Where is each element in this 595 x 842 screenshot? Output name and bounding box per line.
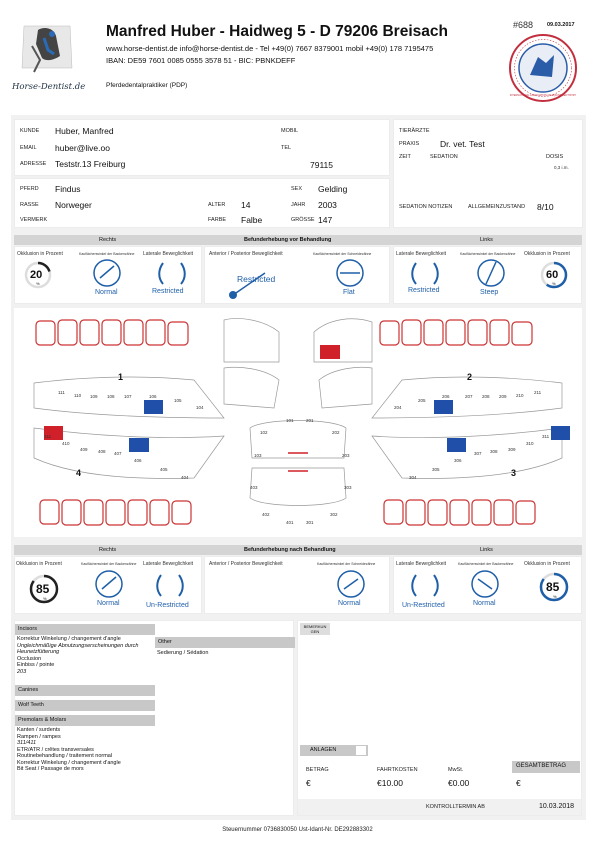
quadrant-1-label: 1 — [118, 372, 124, 382]
tooth-406[interactable]: 406 — [134, 458, 142, 463]
tooth-107[interactable]: 107 — [124, 394, 132, 399]
order-number: #688 — [513, 20, 534, 30]
alter-value[interactable]: 14 — [241, 200, 251, 210]
tooth-106[interactable]: 106 — [149, 394, 157, 399]
kontroll-value[interactable]: 10.03.2018 — [539, 803, 575, 810]
after-section-bar — [14, 545, 582, 555]
dental-diagram-svg — [14, 308, 582, 537]
gesamt-header — [512, 761, 580, 773]
bemerkungen-label: BEMERKUN GEN — [300, 623, 330, 635]
before-right-lat-icon — [157, 258, 187, 288]
page-title: Manfred Huber - Haidweg 5 - D 79206 Breisach — [106, 23, 448, 40]
tooth-305[interactable]: 305 — [432, 467, 440, 472]
tooth-310[interactable]: 310 — [526, 441, 534, 446]
rasse-value[interactable]: Norweger — [55, 200, 92, 210]
tel-label: TEL — [281, 145, 292, 151]
before-center-kau-value: Flat — [343, 289, 355, 296]
before-right-panel — [14, 246, 202, 304]
before-right-kau-icon — [92, 258, 122, 288]
before-left-pct: % — [552, 281, 556, 286]
jahr-label: JAHR — [291, 202, 306, 208]
sex-value[interactable]: Gelding — [318, 184, 348, 194]
tooth-102[interactable]: 102 — [260, 430, 268, 435]
horse-box — [14, 178, 390, 228]
kontroll-row — [298, 799, 581, 815]
tooth-208[interactable]: 208 — [482, 394, 490, 399]
before-right-label: Rechts — [99, 237, 117, 243]
after-left-occl-label: Okklusion in Prozent — [524, 561, 570, 567]
subtitle: Pferdedentalpraktiker (PDP) — [106, 82, 188, 89]
after-lat-label: Laterale Beweglichkeit — [143, 561, 194, 567]
incisors-header: Incisors — [15, 624, 155, 635]
quadrant-4-label: 4 — [76, 468, 82, 478]
dosis-label: DOSIS — [546, 154, 564, 160]
groesse-value[interactable]: 147 — [318, 215, 333, 225]
tooth-307[interactable]: 307 — [474, 451, 482, 456]
after-center-kau-value: Normal — [338, 600, 361, 607]
sedation-notes-label: SEDATION NOTIZEN — [399, 204, 453, 210]
sedation-label: SEDATION — [430, 154, 458, 160]
tooth-211[interactable]: 211 — [534, 390, 542, 395]
before-left-kau-label: Kauflächenwinkel der Backenzähne — [460, 252, 516, 256]
wolf-teeth-header: Wolf Teeth — [15, 700, 155, 711]
after-occl-label: Okklusion in Prozent — [16, 561, 62, 567]
after-right-label: Rechts — [99, 547, 117, 553]
after-right-pct: % — [43, 596, 47, 601]
before-left-lat-value: Restricted — [408, 287, 440, 294]
allgemein-value[interactable]: 8/10 — [537, 202, 554, 212]
tooth-411[interactable]: 411 — [44, 434, 52, 439]
rasse-label: RASSE — [20, 202, 39, 208]
after-left-kau-label: Kauflächenwinkel der Backenzähne — [458, 562, 514, 566]
tooth-201[interactable]: 201 — [306, 418, 314, 423]
dental-chart — [14, 308, 582, 537]
tooth-101[interactable]: 101 — [286, 418, 294, 423]
after-ap-label: Anterior / Posterior Beweglichkeit — [209, 561, 283, 567]
before-left-lat-label: Laterale Beweglichkeit — [396, 251, 447, 257]
before-lat-label: Laterale Beweglichkeit — [143, 251, 194, 257]
tooth-204[interactable]: 204 — [394, 405, 402, 410]
before-right-pct: % — [36, 281, 40, 286]
tooth-410[interactable]: 410 — [62, 441, 70, 446]
after-kau-label: Kauflächenwinkel der Backenzähne — [81, 562, 137, 566]
tooth-108[interactable]: 108 — [107, 394, 115, 399]
after-left-lat-icon — [410, 569, 440, 601]
tooth-306[interactable]: 306 — [454, 458, 462, 463]
incisors-list — [17, 636, 157, 675]
before-ap-label: Anterior / Posterior Beweglichkeit — [209, 251, 283, 257]
email-value[interactable]: huber@live.oo — [55, 143, 110, 153]
tooth-209[interactable]: 209 — [499, 394, 507, 399]
premolars-note: 311/411 — [17, 740, 37, 746]
zeit-label: ZEIT — [399, 154, 411, 160]
betrag-value[interactable]: € — [306, 778, 311, 788]
before-right-kau-value: Normal — [95, 289, 118, 296]
tooth-105[interactable]: 105 — [174, 398, 182, 403]
before-left-kau-value: Steep — [480, 289, 499, 296]
incisors-note: 203 — [17, 668, 27, 675]
tooth-104[interactable]: 104 — [196, 405, 204, 410]
before-center-kau-icon — [334, 258, 366, 288]
after-center-panel — [204, 556, 390, 614]
mwst-label: MwSt. — [448, 767, 464, 773]
incisors-note: Ungleichmäßige Abnutzungserscheinungen durch Heunetzfütterung — [17, 642, 139, 655]
after-left-lat-value: Un-Restricted — [402, 602, 445, 609]
fahrtkosten-value[interactable]: €10.00 — [377, 778, 403, 788]
tooth-403[interactable]: 403 — [250, 485, 258, 490]
before-ap-value: Restricted — [237, 274, 276, 284]
other-header: Other — [155, 637, 295, 648]
farbe-value[interactable]: Falbe — [241, 215, 263, 225]
dosis-unit: 0,3 i.m. — [554, 165, 569, 170]
kunde-value[interactable]: Huber, Manfred — [55, 126, 114, 136]
tooth-110[interactable]: 110 — [74, 393, 82, 398]
before-kau-label: Kauflächenwinkel der Backenzähne — [79, 252, 135, 256]
tooth-409[interactable]: 409 — [80, 447, 88, 452]
tooth-109[interactable]: 109 — [90, 394, 98, 399]
after-left-label: Links — [480, 547, 493, 553]
tooth-111[interactable]: 111 — [58, 390, 65, 395]
tooth-308[interactable]: 308 — [490, 449, 498, 454]
jahr-value[interactable]: 2003 — [318, 200, 337, 210]
before-occl-label: Okklusion in Prozent — [17, 251, 63, 257]
adresse-label: ADRESSE — [20, 161, 47, 167]
before-section-bar — [14, 235, 582, 245]
premolars-item: Korrektur Winkelung / changement d'angle — [17, 759, 121, 766]
premolars-item: ETR/ATR / crêtes transversales — [17, 746, 94, 753]
after-left-occl-value: 85 — [546, 580, 560, 594]
before-left-panel — [393, 246, 582, 304]
tooth-304[interactable]: 304 — [409, 475, 417, 480]
canines-header: Canines — [15, 685, 155, 696]
tooth-407[interactable]: 407 — [114, 451, 122, 456]
sex-label: SEX — [291, 186, 303, 192]
after-center-kau-icon — [336, 569, 366, 599]
after-right-occl-value: 85 — [36, 582, 50, 596]
pferd-value[interactable]: Findus — [55, 184, 81, 194]
plz-value[interactable]: 79115 — [310, 160, 334, 170]
tooth-206[interactable]: 206 — [442, 394, 450, 399]
farbe-label: FARBE — [208, 217, 227, 223]
betrag-label: BETRAG — [306, 767, 329, 773]
tooth-401[interactable]: 401 — [286, 520, 294, 525]
kontroll-label: KONTROLLTERMIN AB — [426, 804, 485, 810]
other-item: Sedierung / Sédation — [157, 650, 209, 656]
contact-line: www.horse-dentist.de info@horse-dentist.de - Tel +49(0) 7667 8379001 mobil +49(0) 178 7195475 — [106, 44, 434, 53]
before-left-lat-icon — [410, 258, 440, 288]
seal-text: INTERNATIONAL ASSOCIATION OF EQUINE DENTISTRY — [509, 94, 577, 97]
premolars-header: Premolars & Molars — [15, 715, 155, 726]
premolars-list — [17, 727, 157, 773]
tooth-404[interactable]: 404 — [181, 475, 189, 480]
gesamt-value[interactable]: € — [516, 778, 521, 788]
quadrant-2-label: 2 — [467, 372, 473, 382]
premolars-item: Rampen / rampes — [17, 733, 61, 740]
bemerkungen-field[interactable] — [334, 623, 578, 739]
tooth-203[interactable]: 203 — [342, 453, 350, 458]
premolars-item: Routinebehandlung / traitement normal — [17, 753, 113, 759]
praxis-value[interactable]: Dr. vet. Test — [440, 139, 485, 149]
tooth-103[interactable]: 103 — [254, 453, 262, 458]
after-left-panel — [393, 556, 582, 614]
after-left-kau-value: Normal — [473, 600, 496, 607]
premolars-item: Kanten / surdents — [17, 727, 61, 733]
praxis-label: PRAXIS — [399, 141, 420, 147]
incisors-item: Korrektur Winkelung / changement d'angle — [17, 636, 121, 642]
before-left-occl-label: Okklusion in Prozent — [524, 251, 570, 257]
after-left-lat-label: Laterale Beweglichkeit — [396, 561, 447, 567]
tooth-405[interactable]: 405 — [160, 467, 168, 472]
vermerk-label: VERMERK — [20, 217, 48, 223]
tooth-207[interactable]: 207 — [465, 394, 473, 399]
before-right-lat-value: Restricted — [152, 288, 184, 295]
before-left-kau-icon — [476, 258, 506, 288]
other-list — [157, 650, 208, 656]
after-right-lat-icon — [155, 569, 185, 601]
tierarzte-label: TIERÄRZTE — [399, 128, 430, 134]
tooth-311[interactable]: 311 — [542, 434, 550, 439]
adresse-value[interactable]: Teststr.13 Freiburg — [55, 159, 126, 169]
iban-line: IBAN: DE59 7601 0085 0555 3578 51 - BIC: PBNKDEFF — [106, 56, 296, 65]
tooth-402[interactable]: 402 — [262, 512, 270, 517]
tooth-301[interactable]: 301 — [306, 520, 314, 525]
email-label: EMAIL — [20, 145, 37, 151]
tooth-309[interactable]: 309 — [508, 447, 516, 452]
pferd-label: PFERD — [20, 186, 39, 192]
anlagen-checkbox[interactable] — [356, 746, 366, 755]
treatment-box — [14, 620, 294, 816]
tooth-202[interactable]: 202 — [332, 430, 340, 435]
association-seal — [508, 33, 578, 103]
fahrtkosten-label: FAHRTKOSTEN — [377, 767, 418, 773]
logo-text: Horse-Dentist.de — [12, 82, 86, 92]
after-right-lat-value: Un-Restricted — [146, 602, 189, 609]
anlagen-row — [300, 745, 368, 756]
after-kau-center-label: Kauflächenwinkel der Schneidezähne — [317, 562, 376, 566]
vet-box — [393, 119, 583, 228]
mwst-value[interactable]: €0.00 — [448, 778, 470, 788]
gesamt-label: GESAMTBETRAG — [516, 763, 567, 769]
customer-box — [14, 119, 390, 176]
incisors-item: Einbiss / pointe — [17, 662, 55, 668]
tooth-302[interactable]: 302 — [330, 512, 338, 517]
billing-box — [297, 620, 582, 816]
groesse-label: GRÖSSE — [291, 217, 315, 223]
after-right-panel — [14, 556, 202, 614]
quadrant-3-label: 3 — [511, 468, 517, 478]
before-right-occl-value: 20 — [30, 269, 43, 281]
order-date: 09.03.2017 — [547, 22, 575, 28]
anlagen-label: ANLAGEN — [310, 747, 337, 753]
after-title: Befunderhebung nach Behandlung — [244, 547, 336, 553]
horse-dentist-logo — [12, 16, 86, 104]
tooth-408[interactable]: 408 — [98, 449, 106, 454]
tooth-303[interactable]: 303 — [344, 485, 352, 490]
premolars-item: Bit Seat / Passage de mors — [17, 766, 84, 772]
before-kau-center-label: Kauflächenwinkel der Schneidezähne — [313, 252, 372, 256]
incisors-item: Occlusion — [17, 655, 42, 662]
kunde-label: KUNDE — [20, 128, 40, 134]
mobil-label: MOBIL — [281, 128, 299, 134]
after-right-kau-icon — [94, 569, 124, 599]
before-left-occl-value: 60 — [546, 269, 559, 281]
tooth-210[interactable]: 210 — [516, 393, 524, 398]
before-left-label: Links — [480, 237, 493, 243]
after-left-pct: % — [553, 594, 557, 599]
before-title: Befunderhebung vor Behandlung — [244, 237, 332, 243]
after-right-kau-value: Normal — [97, 600, 120, 607]
after-left-kau-icon — [470, 569, 500, 599]
footer-tax: Steuernummer 0736830050 Ust-Idant-Nr. DE292883302 — [222, 827, 373, 833]
header — [0, 0, 595, 115]
alter-label: ALTER — [208, 202, 226, 208]
before-center-panel — [204, 246, 390, 304]
allgemein-label: ALLGEMEINZUSTAND — [468, 204, 526, 210]
tooth-205[interactable]: 205 — [418, 398, 426, 403]
